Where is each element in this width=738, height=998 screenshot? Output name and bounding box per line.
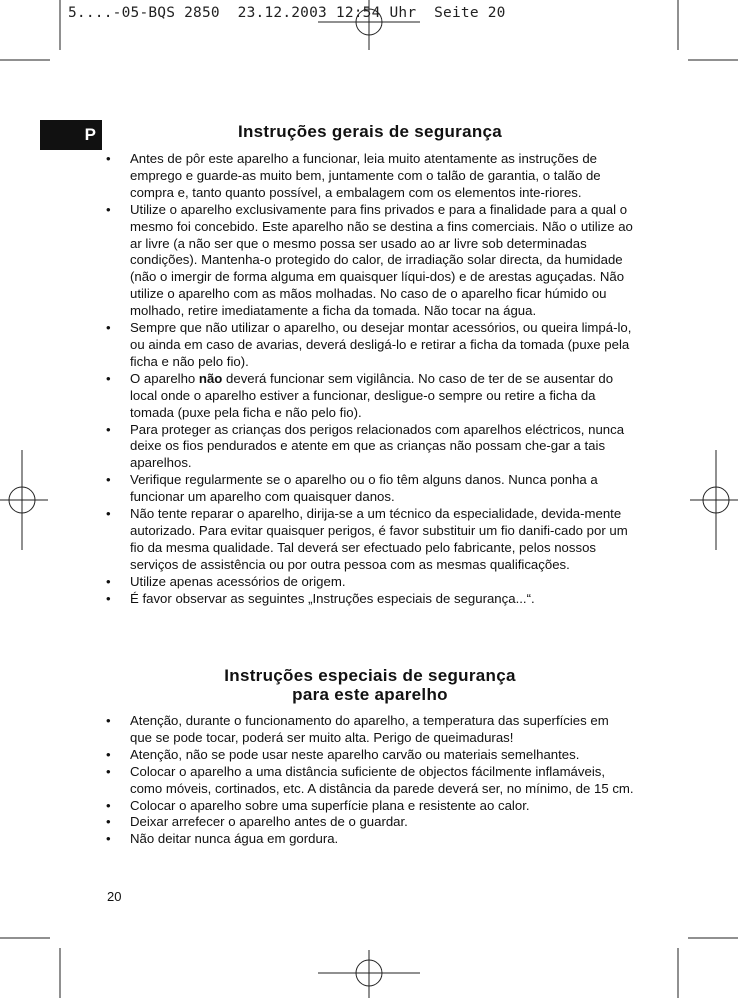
page-number: 20 (107, 889, 122, 904)
bullet: • (106, 590, 111, 606)
bullet: • (106, 151, 111, 166)
bullet: • (106, 506, 111, 522)
section-title-text: Instruções gerais de segurança (237, 122, 503, 141)
list-item (104, 764, 634, 798)
list-item (104, 472, 634, 506)
list-item-text: Não tente reparar o aparelho, dirija-se a um técnico da especialidade, devida-mente autorizado. Para evitar quaisquer perigos, é favor substituir um fio danifi-cado por um fio da mesma qualidade. Tal deverá ser efectuado pelo fabricante, pelos nossos serviços de assistência ou por outra pessoa com as mesmas qualificações. (130, 506, 628, 572)
list-item-text-bold: não (198, 370, 223, 386)
list-item-text: Colocar o aparelho sobre uma superfície plana e resistente ao calor. (130, 797, 530, 813)
list-item-text: Antes de pôr este aparelho a funcionar, leia muito atentamente as instruções de emprego e guarde-as muito bem, juntamente com o talão de garantia, o talão de compra e, tanto quanto possível, a embalagem com os elementos inte-riores. (130, 151, 601, 200)
list-item (104, 151, 634, 202)
bullet: • (106, 201, 111, 217)
bullet: • (106, 472, 111, 488)
special-safety-list (104, 713, 634, 848)
list-item (104, 831, 634, 848)
list-item-text: Atenção, durante o funcionamento do aparelho, a temperatura das superfícies em que se pode tocar, poderá ser muito alta. Perigo de queimaduras! (130, 713, 609, 745)
list-item-text-before: O aparelho (130, 370, 199, 386)
list-item-text: Para proteger as crianças dos perigos relacionados com aparelhos eléctricos, nunca deixe os fios pendurados e atente em que as crianças não possam che-gar a tais aparelhos. (130, 421, 625, 471)
section-title-line-1: Instruções especiais de segurança (224, 666, 516, 685)
list-item (104, 320, 634, 371)
bullet: • (106, 370, 111, 386)
general-safety-list (104, 151, 634, 607)
list-item (104, 506, 634, 574)
bullet: • (106, 797, 111, 813)
bullet: • (106, 713, 111, 728)
list-item-text: Colocar o aparelho a uma distância suficiente de objectos fácilmente inflamáveis, como móveis, cortinados, etc. A distância da parede deverá ser, no mínimo, de 15 cm. (130, 763, 634, 796)
list-item (104, 574, 634, 591)
list-item-text: É favor observar as seguintes „Instruções especiais de segurança...“. (130, 590, 535, 606)
section-title-line-2: para este aparelho (292, 685, 448, 704)
list-item-text: Sempre que não utilizar o aparelho, ou desejar montar acessórios, ou queira limpá-lo, ou ainda em caso de avarias, deverá desligá-lo e retirar a ficha da tomada (puxe pela ficha e não pelo fio). (130, 320, 632, 369)
bullet: • (106, 421, 111, 437)
bullet: • (106, 763, 111, 779)
list-item-text: Deixar arrefecer o aparelho antes de o guardar. (130, 814, 408, 830)
list-item-text: Utilize apenas acessórios de origem. (130, 573, 346, 589)
registration-mark-bottom (318, 950, 420, 998)
list-item-text: Utilize o aparelho exclusivamente para fins privados e para a finalidade para a qual o mesmo foi concebido. Este aparelho não se destina a fins comerciais. Não o utilize ao ar livre (a não ser que o mesmo possa ser usado ao ar livre sob determinadas condições). Mantenha-o protegido do calor, de irradiação solar directa, da humidade (não o imergir de forma alguma em quaisquer líqui-dos) e de arestas aguçadas. Não utilize o aparelho com as mãos molhadas. No caso de o aparelho ficar húmido ou molhado, retire imediatamente a ficha da tomada. Não tocar na água. (130, 201, 633, 319)
bullet: • (106, 814, 111, 830)
list-item (104, 713, 634, 747)
language-tab: P (40, 120, 102, 150)
list-item (104, 371, 634, 422)
list-item (104, 814, 634, 831)
registration-mark-right (690, 450, 738, 550)
list-item (104, 798, 634, 815)
section-title-special-safety (130, 666, 610, 704)
registration-mark-left (0, 450, 48, 550)
list-item-text: Não deitar nunca água em gordura. (130, 831, 339, 847)
bullet: • (106, 573, 111, 589)
list-item (104, 422, 634, 473)
print-header: 5....-05-BQS 2850 23.12.2003 12:54 Uhr Seite 20 (68, 5, 506, 21)
list-item (104, 202, 634, 320)
list-item (104, 591, 634, 608)
bullet: • (106, 831, 111, 847)
bullet: • (106, 320, 111, 336)
section-title-general-safety (130, 122, 610, 141)
list-item-text: Verifique regularmente se o aparelho ou o fio têm alguns danos. Nunca ponha a funcionar um aparelho com quaisquer danos. (130, 472, 598, 505)
list-item-text-after: deverá funcionar sem vigilância. No caso de ter de se ausentar do local onde o aparelho estiver a funcionar, desligue-o sempre ou retire a ficha da tomada (puxe pela ficha e não pelo fio). (130, 370, 614, 420)
list-item (104, 747, 634, 764)
list-item-text: Atenção, não se pode usar neste aparelho carvão ou materiais semelhantes. (130, 746, 580, 762)
bullet: • (106, 746, 111, 762)
